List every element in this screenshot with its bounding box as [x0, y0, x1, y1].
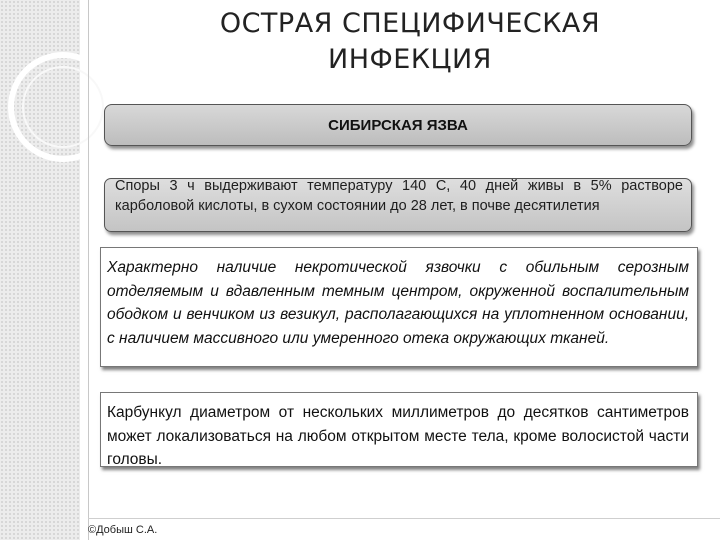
carbuncle-description-text: Карбункул диаметром от нескольких миллиметров до десятков сантиметров может локализоваться на любом открытом месте тела, кроме волосистой части головы.	[107, 404, 689, 468]
footer-divider	[88, 518, 720, 519]
ulcer-description-box	[100, 247, 698, 367]
footer-copyright: ©Добыш С.А.	[88, 524, 158, 536]
subtitle-banner	[104, 104, 692, 146]
slide-title: ОСТРАЯ СПЕЦИФИЧЕСКАЯ ИНФЕКЦИЯ	[219, 8, 601, 75]
spores-info-box	[104, 178, 692, 232]
subtitle-text: СИБИРСКАЯ ЯЗВА	[328, 116, 468, 134]
decorative-ring-inner	[22, 66, 104, 148]
spores-info-text: Споры 3 ч выдерживают температуру 140 С, 40 дней живы в 5% растворе карболовой кислоты, в сухом состоянии до 28 лет, в почве десятилетия	[115, 178, 683, 214]
ulcer-description-text: Характерно наличие некротической язвочки с обильным серозным отделяемым и вдавленным темным центром, окруженной воспалительным ободком и венчиком из везикул, располагающихся на уплотненном основании, с наличием массивного или умеренного отека окружающих тканей.	[107, 259, 689, 347]
vertical-divider	[88, 0, 89, 540]
carbuncle-description-box	[100, 392, 698, 467]
decorative-sidebar	[0, 0, 80, 540]
